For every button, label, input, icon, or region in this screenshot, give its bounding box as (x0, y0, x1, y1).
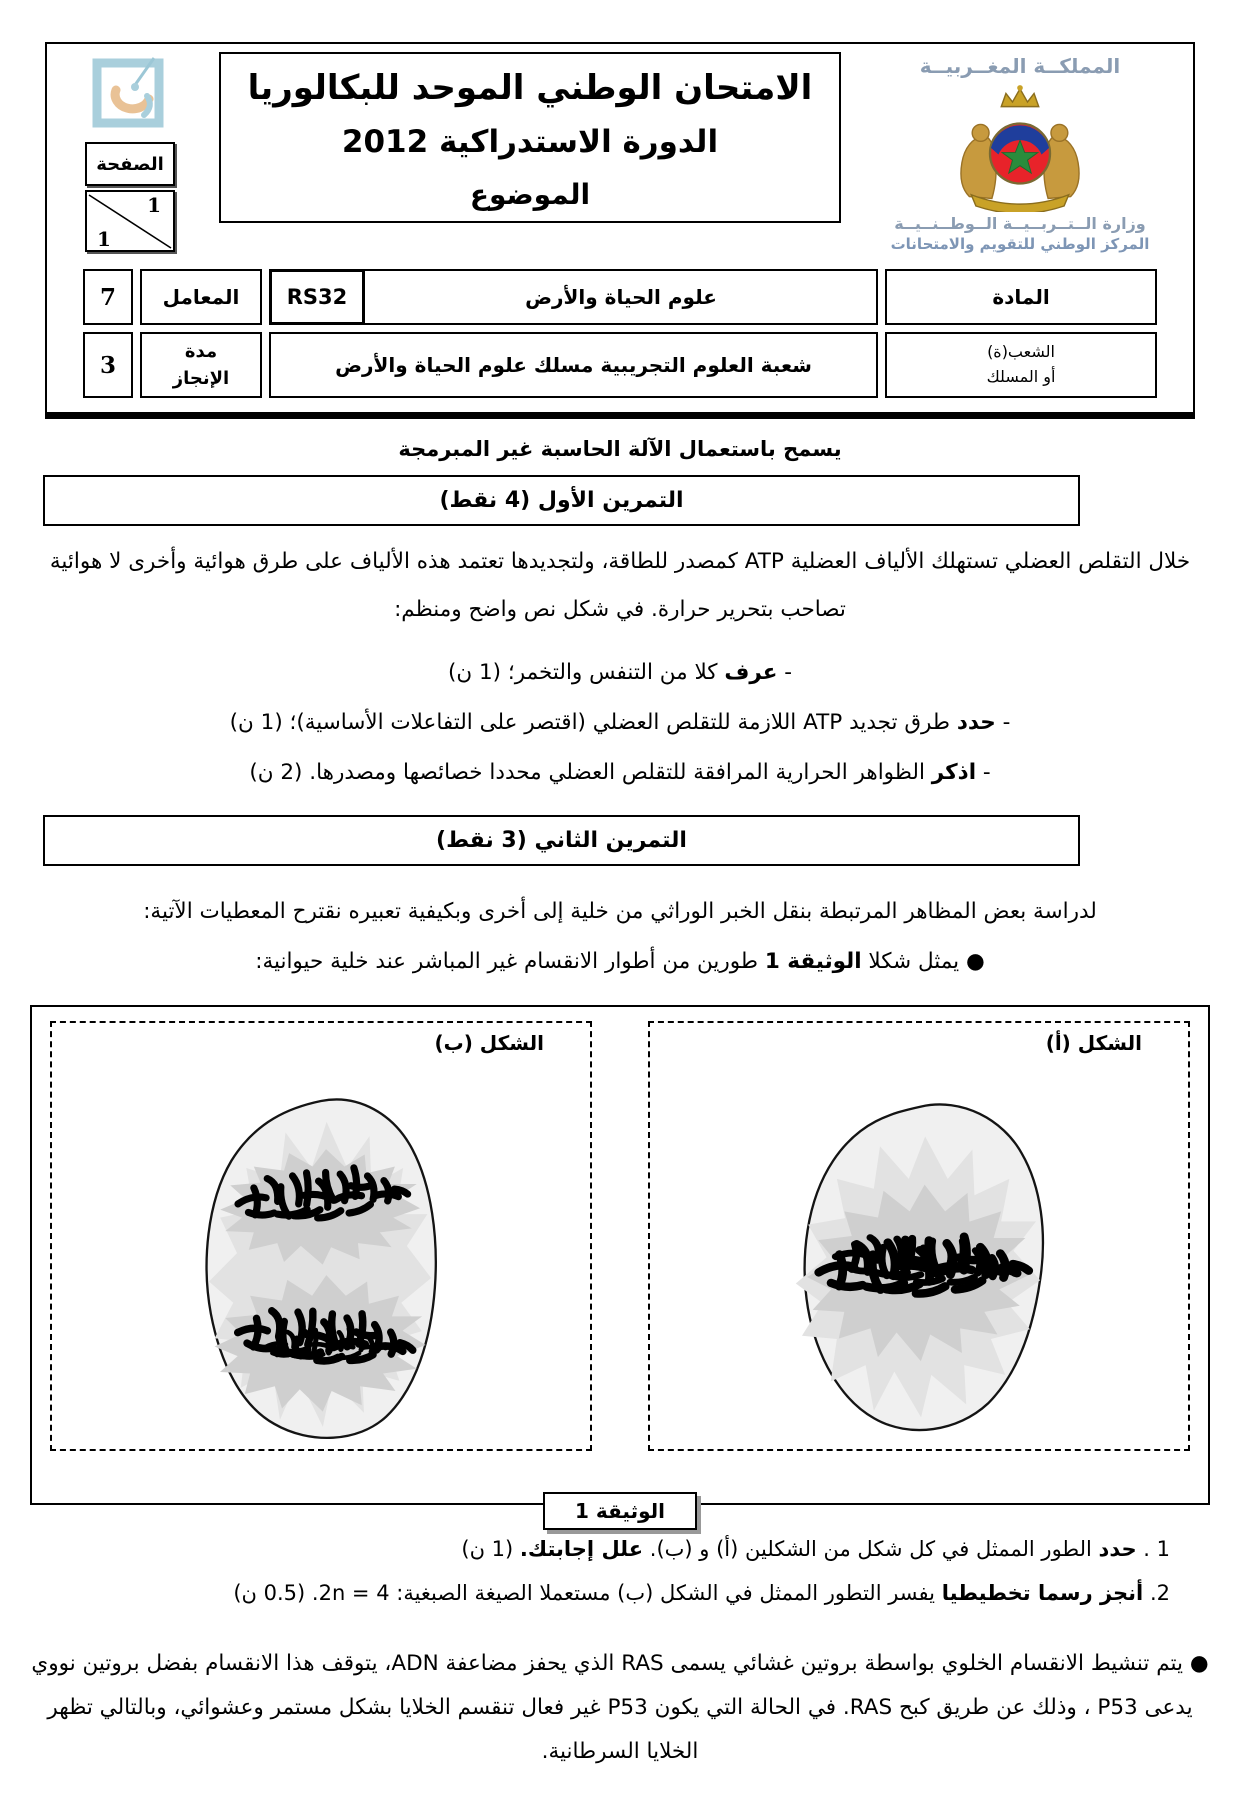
ministry-name: وزارة الــتــربــيــة الــوطــنــيــة (894, 214, 1146, 233)
question-verb: أنجز رسما تخطيطيا (941, 1581, 1144, 1606)
coefficient-label-cell: المعامل (140, 269, 262, 325)
document1-reference: الوثيقة 1 (764, 949, 862, 975)
exercise1-title-box: التمرين الأول (4 نقط) (43, 475, 1080, 526)
branch-label-line2: أو المسلك (986, 367, 1056, 386)
ras-paragraph (30, 1642, 1210, 1774)
bullet-icon: ● (1189, 1651, 1209, 1676)
item-text: كلا من التنفس والتخمر؛ (1 ن) (447, 659, 725, 685)
figure-box (30, 1005, 1210, 1523)
figure-b-label: الشكل (ب) (434, 1030, 544, 1055)
question-verb: حدد (1098, 1536, 1137, 1561)
branch-value-cell: شعبة العلوم التجريبية مسلك علوم الحياة والأرض (269, 332, 878, 398)
metaphase-cell-figure (779, 1083, 1059, 1455)
duration-label-line1: مدة (184, 341, 218, 362)
question-number: 1 . (1136, 1536, 1170, 1561)
item-text: طرق تجديد ATP اللازمة للتقلص العضلي (اقتصر على التفاعلات الأساسية)؛ (1 ن) (229, 709, 957, 735)
subject-label-cell: المادة (885, 269, 1157, 325)
document1-caption: الوثيقة 1 (543, 1492, 697, 1530)
item-verb: اذكر (931, 759, 977, 785)
bullet-icon: ● (966, 949, 985, 975)
exam-page (0, 42, 1240, 1796)
info-table (83, 269, 1157, 398)
exercise1-body (15, 538, 1225, 785)
page-indicator-block (55, 52, 205, 252)
coat-of-arms-icon (855, 80, 1185, 216)
figure-panel-b (50, 1021, 592, 1451)
subject-code-box: RS32 (269, 269, 365, 325)
exercise1-item-2 (15, 710, 1225, 735)
question-text: يفسر التطور الممثل في الشكل (ب) مستعملا الصيغة الصبغية: 2n = 4. (0.5 ن) (233, 1581, 942, 1606)
question-2 (15, 1575, 1225, 1612)
branch-label-cell (885, 332, 1157, 398)
item-verb: حدد (956, 709, 996, 735)
exam-session: الدورة الاستدراكية 2012 (341, 124, 719, 160)
question-text: الطور الممثل في كل شكل من الشكلين (أ) و (ب). (643, 1536, 1099, 1561)
org-logo-icon (90, 52, 170, 136)
duration-value-cell: 3 (83, 332, 133, 398)
subject-value: علوم الحياة والأرض (525, 285, 717, 309)
page-number-total: 1 (97, 227, 111, 251)
ras-paragraph-text: يتم تنشيط الانقسام الخلوي بواسطة بروتين غشائي يسمى RAS الذي يحفز مضاعفة ADN، يتوقف هذا الانقسام بفضل بروتين نووي يدعى P53 ، وذلك عن طريق كبح RAS. في الحالة التي يكون P53 غير فعال تنقسم الخلايا بشكل مستمر وعشوائي، وبالتالي تظهر الخلايا السرطانية. (31, 1651, 1193, 1765)
page-label-box: الصفحة (85, 142, 175, 186)
calculator-notice: يسمح باستعمال الآلة الحاسبة غير المبرمجة (398, 437, 842, 461)
exam-title-box (219, 52, 841, 223)
dash-marker: - (777, 659, 793, 685)
question-points: (1 ن) (461, 1536, 520, 1561)
exercise2-title-box: التمرين الثاني (3 نقط) (43, 815, 1080, 866)
question-number: 2. (1143, 1581, 1170, 1606)
duration-label-cell (140, 332, 262, 398)
item-verb: عرف (724, 659, 778, 685)
document1-bullet (15, 938, 1225, 986)
branch-label-line1: الشعب(ة) (987, 342, 1055, 362)
question-1 (15, 1531, 1225, 1568)
bullet-pre-text: يمثل شكلا (861, 949, 966, 975)
exercise1-intro: خلال التقلص العضلي تستهلك الألياف العضلية ATP كمصدر للطاقة، ولتجديدها تعتمد هذه الألياف على طرق هوائية وأخرى لا هوائية تصاحب بتحرير حرارة. في شكل نص واضح ومنظم: (49, 549, 1191, 623)
exercise1-item-1 (15, 660, 1225, 685)
item-text: الظواهر الحرارية المرافقة للتقلص العضلي محددا خصائصها ومصدرها. (2 ن) (249, 759, 932, 785)
questions-block (15, 1531, 1225, 1613)
exercise2-body (15, 888, 1225, 1774)
page-number-current: 1 (147, 193, 161, 217)
coefficient-value-cell: 7 (83, 269, 133, 325)
anaphase-cell-figure (181, 1083, 461, 1455)
kingdom-title: المملكــة المغــربيــة (919, 54, 1121, 78)
page-number-box (85, 190, 175, 252)
exam-title: الامتحان الوطني الموحد للبكالوريا (247, 68, 813, 108)
exercise2-intro: لدراسة بعض المظاهر المرتبطة بنقل الخبر الوراثي من خلية إلى أخرى وبكيفية تعبيره نقترح المعطيات الآتية: (143, 898, 1097, 924)
exercise1-item-3 (15, 760, 1225, 785)
duration-label-line2: الإنجاز (172, 368, 230, 389)
bullet-post-text: طورين من أطوار الانقسام غير المباشر عند خلية حيوانية: (255, 949, 765, 975)
exam-center-name: المركز الوطني للتقويم والامتحانات (890, 235, 1150, 253)
question-bold: علل إجابتك. (519, 1536, 644, 1561)
header-frame (45, 42, 1195, 419)
royal-block (855, 52, 1185, 253)
subject-value-cell (269, 269, 878, 325)
figure-a-label: الشكل (أ) (1045, 1030, 1142, 1055)
dash-marker: - (976, 759, 991, 785)
figure-panel-a (648, 1021, 1190, 1451)
dash-marker: - (995, 709, 1011, 735)
exam-subject-word: الموضوع (469, 178, 591, 211)
